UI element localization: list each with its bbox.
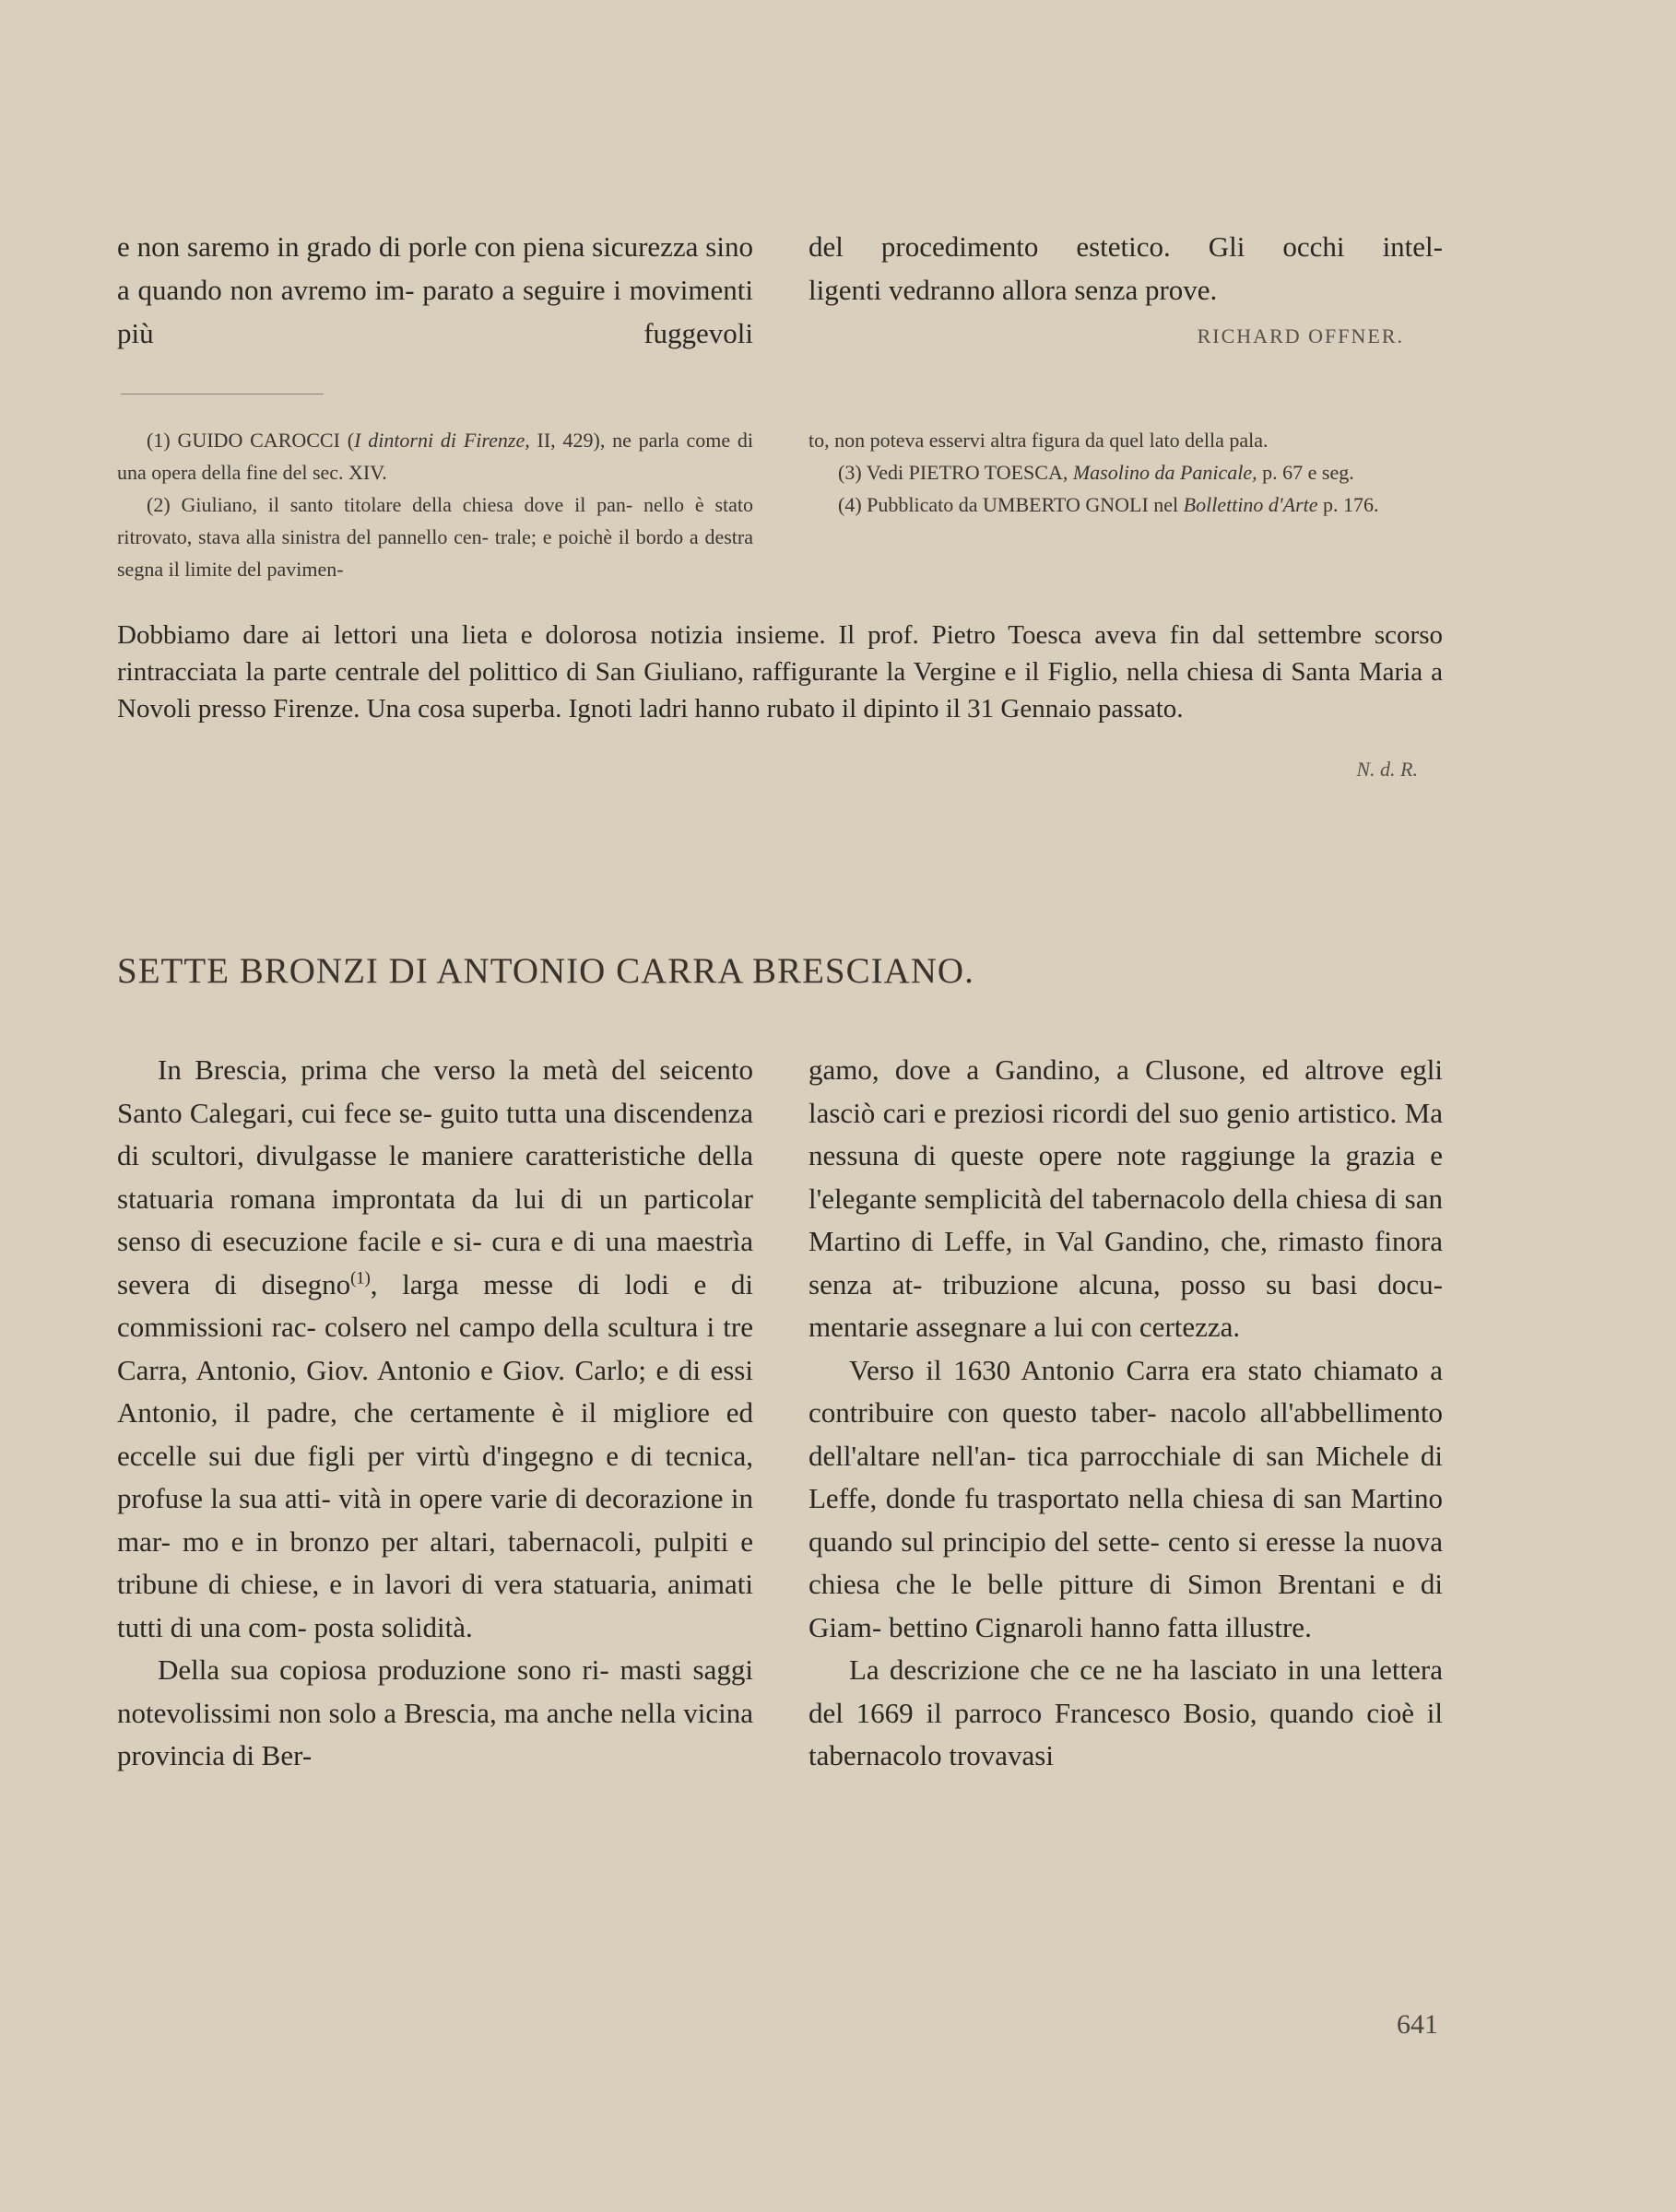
article-left-column <box>117 1049 753 1778</box>
footnote-1-author: (1) GUIDO CAROCCI <box>147 429 340 452</box>
footnote-4-rest: p. 176. <box>1323 493 1379 516</box>
author-signature: RICHARD OFFNER. <box>1197 324 1404 347</box>
page-number: 641 <box>1397 2009 1438 2040</box>
article-paragraph-2: Della sua copiosa produzione sono ri- masti saggi notevolissimi non solo a Brescia, ma anche nella vicina provincia di Ber- <box>117 1653 753 1771</box>
footnote-2: (2) Giuliano, il santo titolare della chiesa dove il pan- nello è stato ritrovato, stava alla sinistra del pannello cen- trale; e poichè il bordo a destra segna il limite del pavimen- <box>117 493 753 581</box>
top-right-column <box>808 225 1443 312</box>
footnote-1-rest: II, 429), ne parla come di una opera della fine del sec. XIV. <box>117 429 754 484</box>
footnote-4-prefix: (4) Pubblicato da UMBERTO GNOLI nel <box>838 493 1179 516</box>
article-paragraph-3: Verso il 1630 Antonio Carra era stato chiamato a contribuire con questo taber- nacolo all'abbellimento dell'altare nell'an- tica parrocchiale di san Michele di Leffe, donde fu trasportato nella chiesa di san Martino quando sul principio del sette- cento si eresse la nuova chiesa che le belle pitture di Simon Brentani e di Giam- bettino Cignaroli hanno fatta illustre. <box>808 1353 1443 1643</box>
top-left-column <box>117 225 753 355</box>
top-left-paragraph: e non saremo in grado di porle con piena sicurezza sino a quando non avremo im- parato a seguire i movimenti più fuggevoli <box>117 230 753 349</box>
article-title: SETTE BRONZI DI ANTONIO CARRA BRESCIANO. <box>117 951 974 992</box>
article-paragraph-1 <box>117 1049 753 1649</box>
top-right-line-1: del procedimento estetico. Gli occhi intel- <box>808 230 1443 263</box>
article-paragraph-1-part-b: , larga messe di lodi e di commissioni rac- colsero nel campo della scultura i tre Carra, Antonio, Giov. Antonio e Giov. Carlo; e di essi Antonio, il padre, che certamente è il migliore ed eccelle sui due figli per virtù d'ingegno e di tecnica, profuse la sua atti- vità in opere varie di decorazione in mar- mo e in bronzo per altari, tabernacoli, pulpiti e tribune di chiese, e in lavori di vera statuaria, animati tutti di una com- posta solidità. <box>117 1267 753 1643</box>
footnote-4 <box>808 488 1443 521</box>
footnotes-left <box>117 424 753 585</box>
footnote-3-rest: p. 67 e seg. <box>1262 461 1354 484</box>
footnote-ref-1: (1) <box>350 1268 371 1288</box>
editorial-note: Dobbiamo dare ai lettori una lieta e dolorosa notizia insieme. Il prof. Pietro Toesca aveva fin dal settembre scorso rintracciata la parte centrale del polittico di San Giuliano, raffigurante la Vergine e il Figlio, nella chiesa di Santa Maria a Novoli presso Firenze. Una cosa superba. Ignoti ladri hanno rubato il dipinto il 31 Gennaio passato. <box>117 620 1443 724</box>
footnote-3-prefix: (3) Vedi PIETRO TOESCA, <box>838 461 1068 484</box>
article-paragraph-4: La descrizione che ce ne ha lasciato in una lettera del 1669 il parroco Francesco Bosio, quando cioè il tabernacolo trovavasi <box>808 1653 1443 1771</box>
article-paragraph-2-continued: gamo, dove a Gandino, a Clusone, ed altrove egli lasciò cari e preziosi ricordi del suo genio artistico. Ma nessuna di queste opere note raggiunge la grazia e l'elegante semplicità del tabernacolo della chiesa di san Martino di Leffe, in Val Gandino, che, rimasto finora senza at- tribuzione alcuna, posso su basi docu- mentarie assegnare a lui con certezza. <box>808 1053 1443 1343</box>
footnote-1: (1) GUIDO CAROCCI (I dintorni di Firenze, II, 429), ne parla come di una opera della fine del sec. XIV. <box>117 429 754 484</box>
article-paragraph-1-part-a: In Brescia, prima che verso la metà del seicento Santo Calegari, cui fece se- guito tutta una discendenza di scultori, divulgasse le maniere caratteristiche della statuaria romana improntata da lui di un particolar senso di esecuzione facile e si- cura e di una maestrìa severa di disegno <box>117 1053 753 1300</box>
footnote-3-title: Masolino da Panicale, <box>1072 461 1257 484</box>
footnote-1-title: I dintorni di Firenze, <box>354 429 530 452</box>
footnote-3 <box>808 456 1443 488</box>
footnote-2-continued: to, non poteva esservi altra figura da quel lato della pala. <box>808 429 1269 452</box>
editorial-note-signature: N. d. R. <box>1356 758 1418 781</box>
footnote-4-title: Bollettino d'Arte <box>1183 493 1318 516</box>
footnotes-right <box>808 424 1443 521</box>
article-right-column <box>808 1049 1443 1778</box>
top-right-line-2: ligenti vedranno allora senza prove. <box>808 274 1218 306</box>
